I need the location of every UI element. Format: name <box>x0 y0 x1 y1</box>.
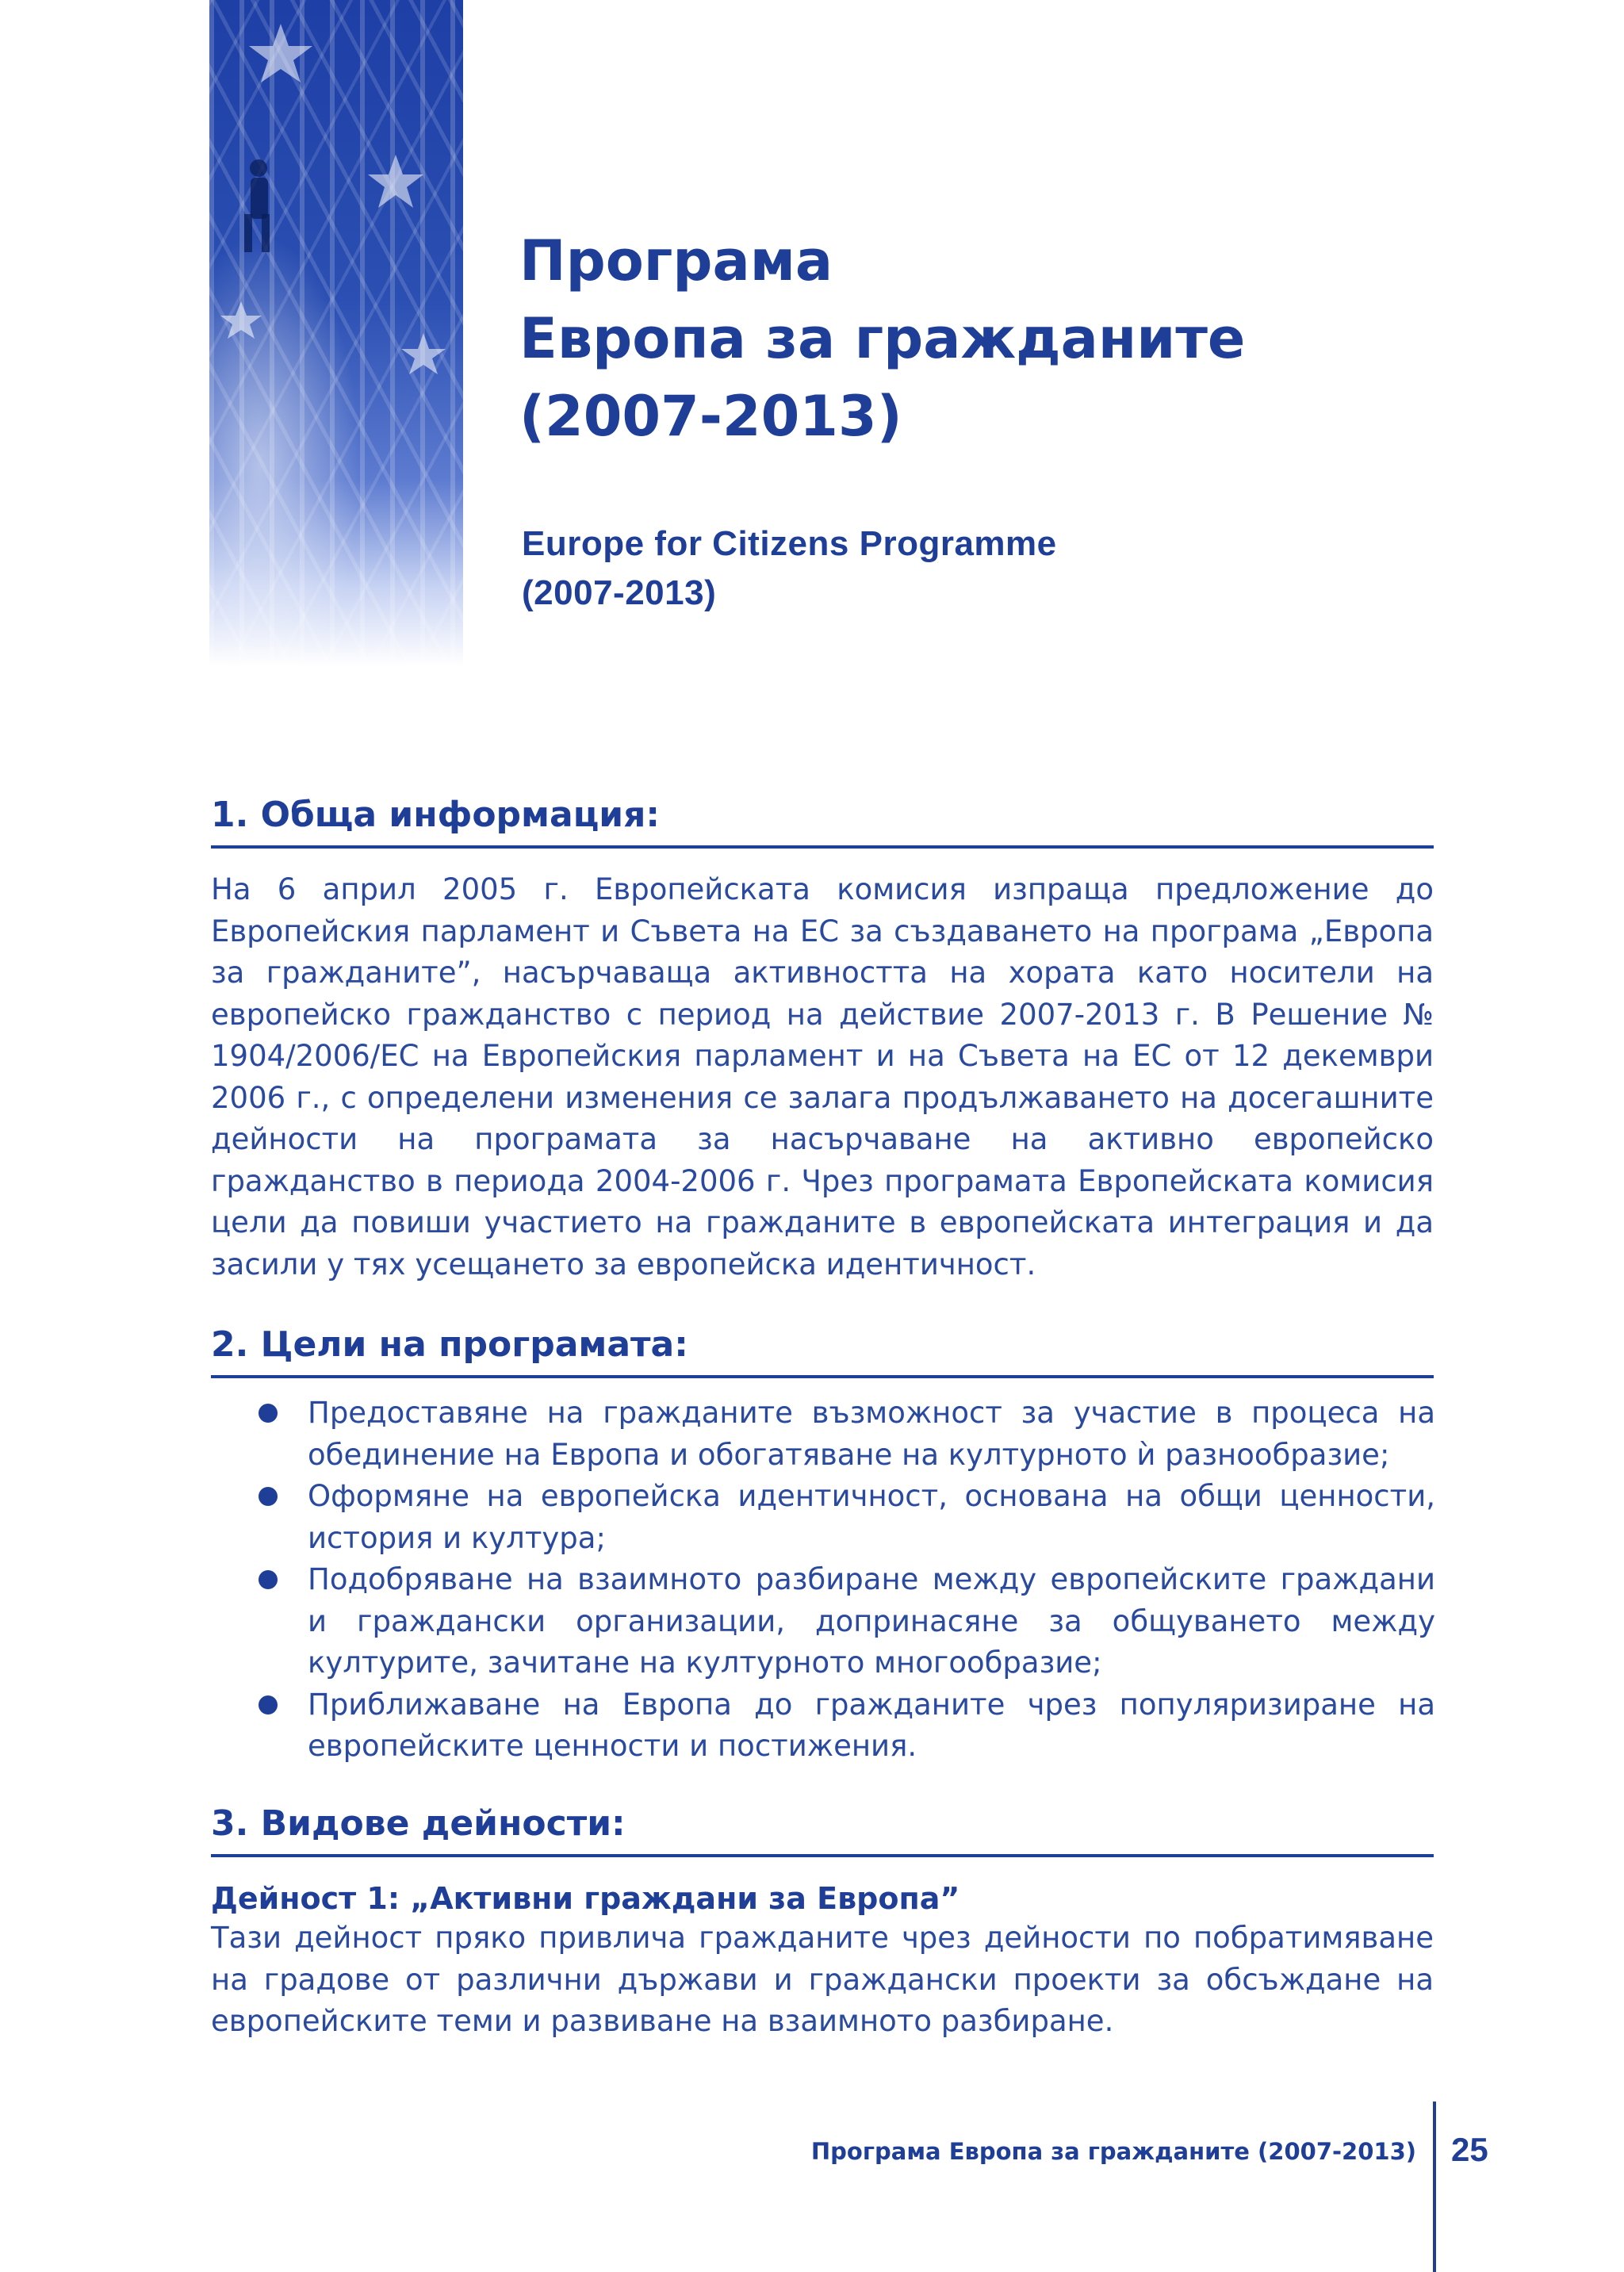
list-item <box>254 1476 1435 1559</box>
section-heading-activities: 3. Видове дейности: <box>211 1802 1434 1857</box>
eu-star-icon <box>368 155 423 208</box>
activity-paragraph: Тази дейност пряко привлича гражданите чрез дейности по побратимяване на градове от различни държави и граждански проекти за обсъждане на европейските теми и развиване на взаимното разбиране. <box>211 1921 1434 2038</box>
general-info-paragraph: На 6 април 2005 г. Европейската комисия изпраща предложение до Европейския парламент и Съвета на ЕС за създаването на програма „Европа за гражданите”, насърчаваща активността на хората като носители на европейско гражданство с период на действие 2007-2013 г. В Решение № 1904/2006/ЕС на Европейския парламент и на Съвета на ЕС от 12 декември 2006 г., с определени изменения се залага продължаването на досегашните дейности на програмата за насърчаване на активно европейско гражданство в периода 2004-2006 г. Чрез програмата Европейската комисия цели да повиши участието на гражданите в европейската интеграция и да засили у тях усещането за европейска идентичност. <box>211 872 1434 1282</box>
list-item-text: Подобряване на взаимното разбиране между европейските граждани и граждански организации, допринасяне за общуването между културите, зачитане на културното многообразие; <box>308 1562 1435 1680</box>
list-item <box>254 1393 1435 1476</box>
title-line: Програма <box>519 228 833 293</box>
document-subtitle <box>522 519 1057 618</box>
list-item <box>254 1684 1435 1768</box>
footer-divider <box>1433 2102 1436 2272</box>
list-item-text: Предоставяне на гражданите възможност за участие в процеса на обединение на Европа и обогатяване на културното ѝ разнообразие; <box>308 1396 1435 1472</box>
bullet-icon <box>259 1570 278 1589</box>
section-heading-goals: 2. Цели на програмата: <box>211 1323 1434 1378</box>
banner-illustration <box>209 0 463 666</box>
bullet-icon <box>259 1695 278 1715</box>
list-item-text: Приближаване на Европа до гражданите чрез популяризиране на европейските ценности и постижения. <box>308 1687 1435 1763</box>
activity-title: Дейност 1: „Активни граждани за Европа” <box>211 1881 960 1916</box>
eu-star-icon <box>220 301 262 339</box>
section-heading-general-info: 1. Обща информация: <box>211 793 1434 849</box>
header-photo-banner <box>209 0 463 666</box>
list-item <box>254 1559 1435 1684</box>
title-line: Европа за гражданите <box>519 306 1246 371</box>
bullet-icon <box>259 1404 278 1423</box>
title-line: (2007-2013) <box>519 384 902 449</box>
running-footer-title: Програма Европа за гражданите (2007-2013) <box>810 2138 1416 2165</box>
goals-list <box>254 1393 1435 1768</box>
subtitle-line: Europe for Citizens Programme <box>522 524 1057 563</box>
document-title <box>519 222 1245 455</box>
eu-star-icon <box>401 333 446 374</box>
subtitle-line: (2007-2013) <box>522 573 717 612</box>
bullet-icon <box>259 1487 278 1506</box>
worker-silhouette <box>244 159 270 252</box>
list-item-text: Оформяне на европейска идентичност, основана на общи ценности, история и култура; <box>308 1479 1435 1555</box>
page-number: 25 <box>1451 2131 1488 2168</box>
eu-star-icon <box>249 24 312 82</box>
